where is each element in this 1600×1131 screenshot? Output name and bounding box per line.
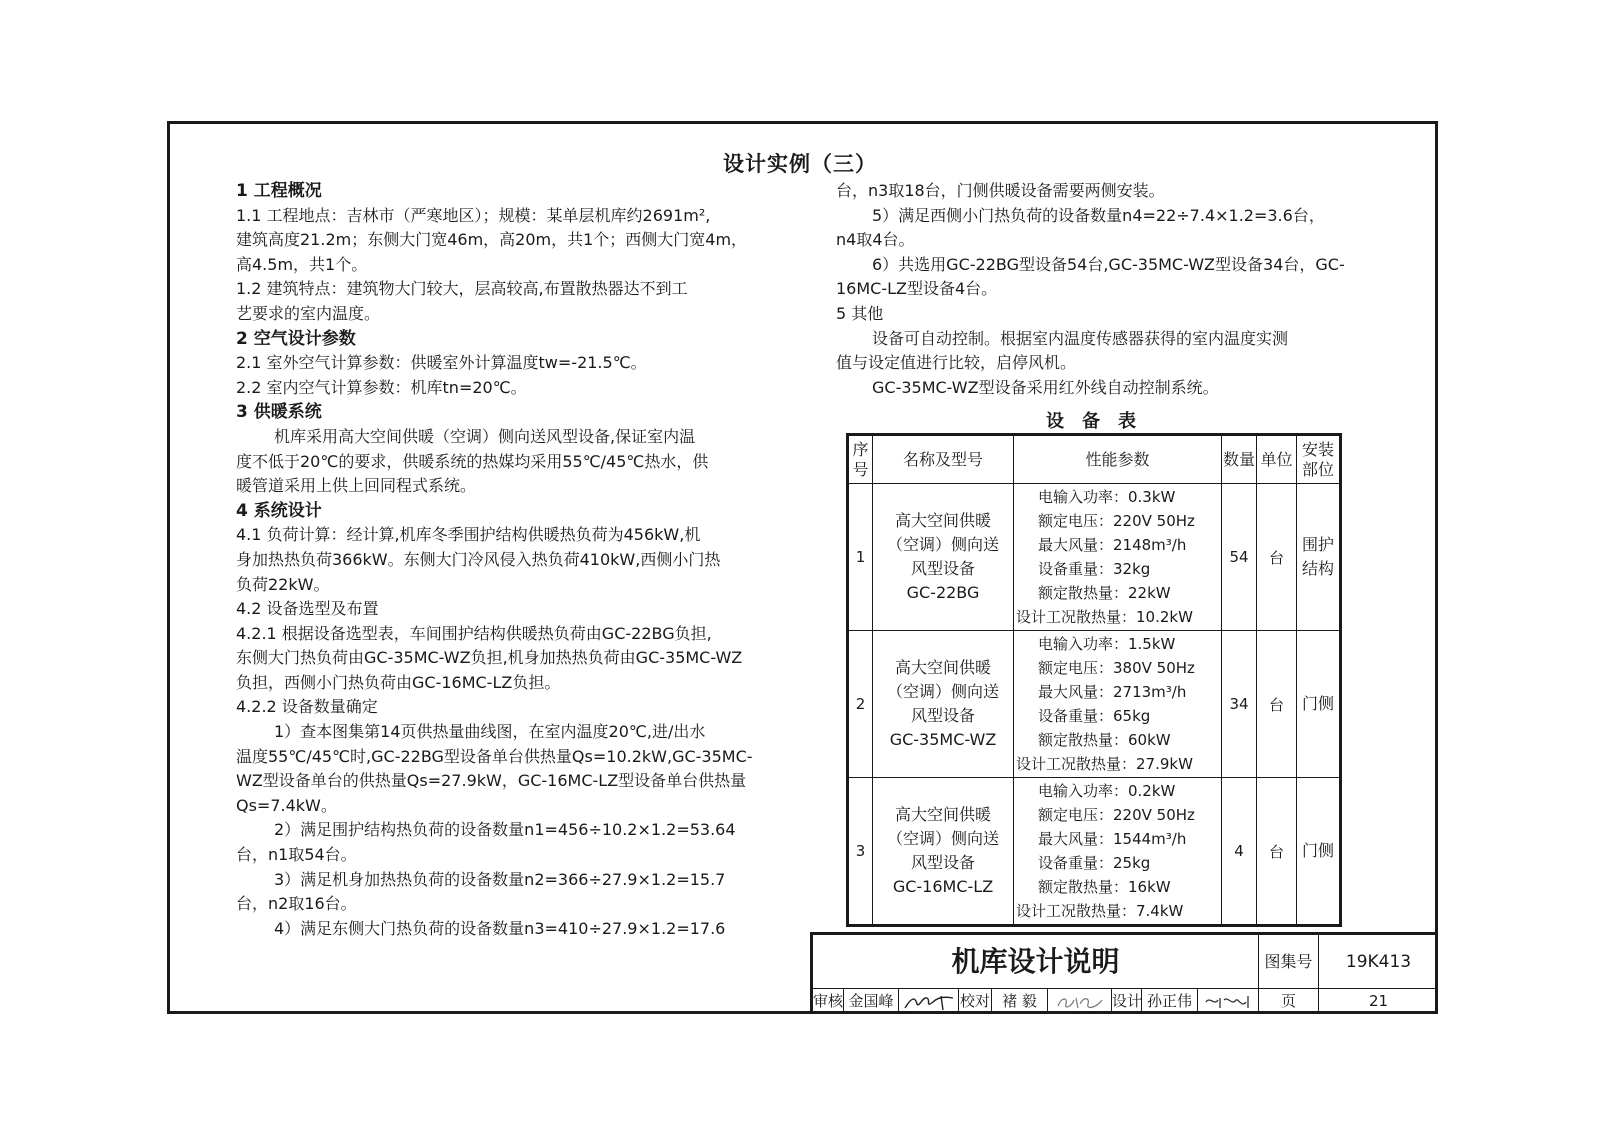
- text-line: 东侧大门热负荷由GC-35MC-WZ负担,机身加热热负荷由GC-35MC-WZ: [236, 648, 743, 668]
- text-line: GC-35MC-WZ型设备采用红外线自动控制系统。: [872, 377, 1219, 397]
- text-line: 身加热热负荷366kW。东侧大门冷风侵入热负荷410kW,西侧小门热: [236, 549, 721, 569]
- text-line: 艺要求的室内温度。: [236, 303, 381, 323]
- text-line: 温度55℃/45℃时,GC-22BG型设备单台供热量Qs=10.2kW,GC-35MC-: [236, 746, 753, 766]
- text-line: 1.1 工程地点：吉林市（严寒地区）；规模：某单层机库约2691m²,: [236, 205, 711, 225]
- spec-line: 最大风量：2148m³/h: [1038, 536, 1187, 554]
- col-header-qty: 数量: [1222, 435, 1257, 484]
- text-line: Qs=7.4kW。: [236, 795, 337, 815]
- designer-signature-mark: [1202, 992, 1254, 1012]
- spec-line: 额定电压：380V 50Hz: [1038, 659, 1195, 677]
- col-header-no: 序号: [848, 435, 873, 484]
- review-label: 审核: [813, 989, 844, 1014]
- check-label: 校对: [959, 989, 992, 1014]
- name-line: 高大空间供暖: [894, 805, 991, 824]
- name-line: 风型设备: [910, 853, 975, 872]
- cell-position: [1297, 778, 1341, 926]
- text-line: 负荷22kW。: [236, 574, 330, 594]
- text-line: 台，n1取54台。: [236, 845, 357, 865]
- text-line: 负担，西侧小门热负荷由GC-16MC-LZ负担。: [236, 672, 561, 692]
- text-line: 16MC-LZ型设备4台。: [836, 279, 998, 299]
- checker-signature: [1048, 989, 1112, 1014]
- page-label: 页: [1259, 989, 1319, 1014]
- reviewer-signature: [899, 989, 959, 1014]
- text-line: 4.2.2 设备数量确定: [236, 697, 378, 717]
- name-line: GC-16MC-LZ: [892, 877, 994, 896]
- spec-line: 电输入功率：1.5kW: [1038, 635, 1176, 653]
- col-header-name: 名称及型号: [873, 435, 1014, 484]
- text-line: n4取4台。: [836, 230, 915, 250]
- design-label: 设计: [1112, 989, 1142, 1014]
- drawing-title: 机库设计说明: [813, 935, 1259, 989]
- text-line: 建筑高度21.2m；东侧大门宽46m，高20m，共1个；西侧大门宽4m，: [236, 230, 748, 250]
- col-header-position: 安装部位: [1297, 435, 1341, 484]
- position-line: 门侧: [1301, 694, 1334, 713]
- cell-spec: [1014, 484, 1222, 631]
- checker-signature-mark: [1054, 992, 1106, 1012]
- text-line: 台，n2取16台。: [236, 894, 357, 914]
- text-line: 2.1 室外空气计算参数：供暖室外计算温度tw=-21.5℃。: [236, 353, 647, 373]
- spec-line: 额定散热量：22kW: [1038, 584, 1171, 602]
- text-line: 4.2.1 根据设备选型表，车间围护结构供暖热负荷由GC-22BG负担,: [236, 623, 712, 643]
- spec-line: 额定电压：220V 50Hz: [1038, 512, 1195, 530]
- text-line: 设备可自动控制。根据室内温度传感器获得的室内温度实测: [872, 328, 1289, 348]
- cell-spec: [1014, 631, 1222, 778]
- spec-line: 额定散热量：60kW: [1038, 731, 1171, 749]
- table-header-row: [848, 435, 1341, 484]
- text-line: 4.1 负荷计算：经计算,机库冬季围护结构供暖热负荷为456kW,机: [236, 525, 701, 545]
- spec-line: 设备重量：32kg: [1038, 560, 1151, 578]
- spec-line: 最大风量：2713m³/h: [1038, 683, 1187, 701]
- cell-name: [873, 778, 1014, 926]
- cell-name: [873, 484, 1014, 631]
- name-line: GC-22BG: [906, 583, 980, 602]
- spec-line: 电输入功率：0.3kW: [1038, 488, 1176, 506]
- text-line: 6）共选用GC-22BG型设备54台,GC-35MC-WZ型设备34台，GC-: [872, 254, 1345, 274]
- cell-position: [1297, 484, 1341, 631]
- atlas-number: 19K413: [1319, 935, 1438, 989]
- text-line: 度不低于20℃的要求，供暖系统的热媒均采用55℃/45℃热水，供: [236, 451, 709, 471]
- name-line: 风型设备: [910, 706, 975, 725]
- col-header-unit: 单位: [1257, 435, 1297, 484]
- name-line: （空调）侧向送: [886, 682, 999, 701]
- spec-line: 设备重量：25kg: [1038, 854, 1151, 872]
- spec-line: 设计工况散热量：10.2kW: [1016, 608, 1193, 626]
- position-line: 结构: [1301, 559, 1334, 578]
- cell-no: 2: [848, 631, 873, 778]
- designer-signature: [1198, 989, 1259, 1014]
- text-line: 2）满足围护结构热负荷的设备数量n1=456÷10.2×1.2=53.64: [274, 820, 736, 840]
- text-line: 5 其他: [836, 303, 884, 323]
- text-line: 5）满足西侧小门热负荷的设备数量n4=22÷7.4×1.2=3.6台，: [872, 205, 1325, 225]
- text-line: 台，n3取18台，门侧供暖设备需要两侧安装。: [836, 181, 1165, 200]
- equipment-table-title: 设备表: [1046, 411, 1154, 432]
- text-line: 暖管道采用上供上回同程式系统。: [236, 476, 477, 496]
- text-line: 高4.5m，共1个。: [236, 254, 368, 274]
- cell-unit: 台: [1257, 778, 1297, 926]
- cell-position: [1297, 631, 1341, 778]
- atlas-number-label: 图集号: [1259, 935, 1319, 989]
- spec-line: 设计工况散热量：7.4kW: [1016, 902, 1184, 920]
- cell-qty: 4: [1222, 778, 1257, 926]
- cell-qty: 54: [1222, 484, 1257, 631]
- name-line: （空调）侧向送: [886, 535, 999, 554]
- text-line: 机库采用高大空间供暖（空调）侧向送风型设备,保证室内温: [274, 426, 696, 446]
- text-line: 3 供暖系统: [236, 402, 322, 423]
- text-line: 值与设定值进行比较，启停风机。: [836, 353, 1077, 373]
- text-line: WZ型设备单台的供热量Qs=27.9kW，GC-16MC-LZ型设备单台供热量: [236, 771, 747, 791]
- name-line: 风型设备: [910, 559, 975, 578]
- text-line: 4.2 设备选型及布置: [236, 599, 379, 619]
- reviewer-name: 金国峰: [844, 989, 899, 1014]
- spec-line: 设备重量：65kg: [1038, 707, 1151, 725]
- name-line: 高大空间供暖: [894, 511, 991, 530]
- text-line: 1.2 建筑特点：建筑物大门较大，层高较高,布置散热器达不到工: [236, 279, 688, 299]
- page-title: 设计实例（三）: [723, 152, 877, 176]
- text-line: 2.2 室内空气计算参数：机库tn=20℃。: [236, 377, 527, 397]
- text-line: 4）满足东侧大门热负荷的设备数量n3=410÷27.9×1.2=17.6: [274, 918, 726, 938]
- text-line: 1）查本图集第14页供热量曲线图，在室内温度20℃,进/出水: [274, 722, 706, 742]
- table-row: [848, 484, 1341, 631]
- cell-no: 1: [848, 484, 873, 631]
- page-number: 21: [1368, 992, 1389, 1010]
- text-line: 1 工程概况: [236, 181, 322, 201]
- spec-line: 额定散热量：16kW: [1038, 878, 1171, 896]
- right-text-column: [836, 179, 1396, 400]
- text-line: 4 系统设计: [236, 500, 322, 521]
- checker-name: 褚 毅: [992, 989, 1048, 1014]
- position-line: 门侧: [1301, 841, 1334, 860]
- reviewer-signature-mark: [903, 992, 955, 1012]
- equipment-table: [846, 433, 1342, 927]
- cell-spec: [1014, 778, 1222, 926]
- cell-no: 3: [848, 778, 873, 926]
- spec-line: 最大风量：1544m³/h: [1038, 830, 1187, 848]
- name-line: 高大空间供暖: [894, 658, 991, 677]
- position-line: 围护: [1301, 535, 1334, 554]
- text-line: 3）满足机身加热热负荷的设备数量n2=366÷27.9×1.2=15.7: [274, 869, 726, 889]
- name-line: GC-35MC-WZ: [889, 730, 997, 749]
- text-line: 2 空气设计参数: [236, 328, 356, 349]
- left-text-column: [236, 179, 781, 941]
- name-line: （空调）侧向送: [886, 829, 999, 848]
- spec-line: 额定电压：220V 50Hz: [1038, 806, 1195, 824]
- cell-qty: 34: [1222, 631, 1257, 778]
- table-row: [848, 778, 1341, 926]
- spec-line: 电输入功率：0.2kW: [1038, 782, 1176, 800]
- table-row: [848, 631, 1341, 778]
- cell-unit: 台: [1257, 631, 1297, 778]
- cell-name: [873, 631, 1014, 778]
- col-header-spec: 性能参数: [1014, 435, 1222, 484]
- spec-line: 设计工况散热量：27.9kW: [1016, 755, 1193, 773]
- title-block: [810, 932, 1438, 1014]
- designer-name: 孙正伟: [1142, 989, 1198, 1014]
- cell-unit: 台: [1257, 484, 1297, 631]
